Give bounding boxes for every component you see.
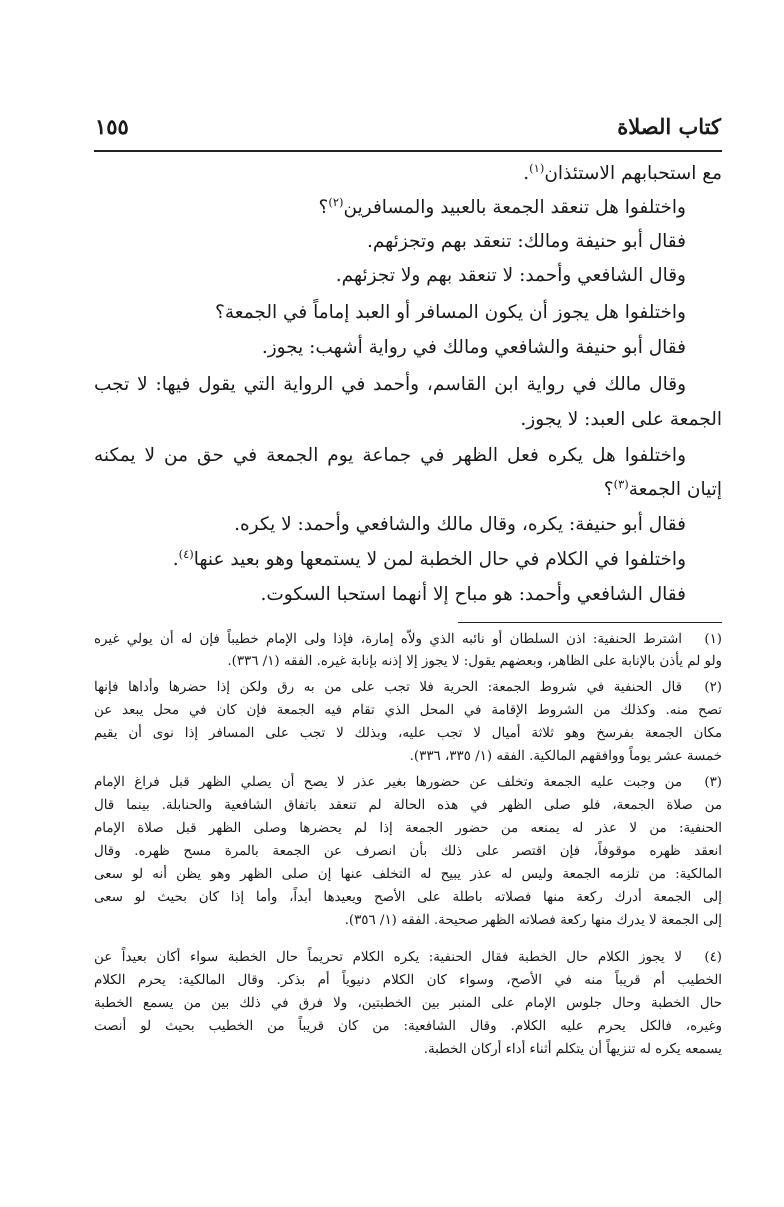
footnote-line: إلى الجمعة لا يدرك منها ركعة فصلاته الظهر صحيحة. الفقه (١/ ٣٥٦). <box>344 913 722 928</box>
footnote-marker: (١) <box>704 632 722 647</box>
footnote-line: ولو لم يأذن بالإنابة على الظاهر، وبعضهم يقول: لا يجوز إلا إذنه بإنابة غيره. الفقه (١/ ٣٣٦). <box>227 654 722 669</box>
body-line-text: واختلفوا في الكلام في حال الخطبة لمن لا يستمعها وهو بعيد عنها <box>193 549 686 570</box>
footnote-line: المالكية: من تلزمه الجمعة وليس له عذر يبيح له التخلف عنها إن صلى الظهر وهو يظن أنه لو سعى <box>94 867 722 882</box>
footnote-line: من صلاة الجمعة، فلو صلى الظهر في هذه الحالة لم تنعقد باتفاق الشافعية والحنابلة. بينما قال <box>94 798 722 813</box>
footnote-line: من وجبت عليه الجمعة وتخلف عن حضورها بغير عذر لا يصح أن يصلي الظهر قبل فراغ الإمام <box>94 775 682 790</box>
body-line <box>94 159 722 189</box>
body-line: فقال الشافعي وأحمد: هو مباح إلا أنهما استحبا السكوت. <box>260 584 686 605</box>
footnote-line: الخطيب أم قريباً منه في الأصح، وسواء كان الكلام دنيوياً أم بذكر. وقال المالكية: يحرم الكلام <box>94 973 722 988</box>
body-line-text: واختلفوا هل تنعقد الجمعة بالعبيد والمسافرين <box>343 197 686 218</box>
body-line-end: . <box>172 549 179 570</box>
footnote-ref[interactable]: (١) <box>529 160 545 175</box>
footnote-line: مكان الجمعة بفرسخ وهو ثلاثة أميال لا تجب عليه، وبذلك لا تجب على المسافر إذا نوى أن يقيم <box>94 726 722 741</box>
body-line: واختلفوا هل يكره فعل الظهر في جماعة يوم الجمعة في حق من لا يمكنه <box>94 445 686 466</box>
header-divider <box>94 150 722 152</box>
body-line: فقال أبو حنيفة ومالك: تنعقد بهم وتجزئهم. <box>366 231 686 252</box>
footnote-marker: (٤) <box>704 950 722 965</box>
body-line <box>94 545 686 575</box>
footnote-line: انعقد ظهره موقوفاً، فإن اقتصر على ذلك بأن انصرف عن الجمعة بالمرة مسح ظهره. وقال <box>94 844 722 859</box>
footnote-line: تصح منه. وكذلك من الشروط الإقامة في المحل الذي تقام فيه الجمعة فإن كان في محل يبعد عن <box>94 703 722 718</box>
footnote-separator <box>458 622 722 623</box>
footnote-line: وغيره، فالكل يحرم عليه الكلام. وقال الشافعية: من كان قريباً من الخطيب بحيث لو أنصت <box>94 1019 722 1034</box>
footnote-line: حال الخطبة وحال جلوس الإمام على المنبر بين الخطبتين، ولا فرق في ذلك بين من يسمع الخطبة <box>94 996 722 1011</box>
body-line: فقال أبو حنيفة والشافعي ومالك في رواية أشهب: يجوز. <box>261 337 686 358</box>
body-line: وقال مالك في رواية ابن القاسم، وأحمد في الرواية التي يقول فيها: لا تجب <box>94 374 686 395</box>
footnote-marker: (٢) <box>704 680 722 695</box>
footnote-ref[interactable]: (٢) <box>328 194 344 209</box>
page-number: ١٥٥ <box>95 114 129 139</box>
body-line-end: . <box>523 163 530 184</box>
footnote-marker: (٣) <box>704 775 722 790</box>
footnote-line: يسمعه يكره له تنزيهاً أن يتكلم أثناء أداء أركان الخطبة. <box>423 1042 722 1057</box>
body-line-end: ؟ <box>603 479 614 500</box>
footnote-line: خمسة عشر يوماً ووافقهم المالكية. الفقه (١/ ٣٣٥، ٣٣٦). <box>409 749 722 764</box>
body-line-text: إتيان الجمعة <box>628 479 722 500</box>
footnote-ref[interactable]: (٤) <box>178 546 194 561</box>
body-line <box>94 475 722 505</box>
footnote-line: الحنفية: من لا عذر له يمنعه من حضور الجمعة إذا لم يحضرها وصلى الظهر قبل صلاة الإمام <box>94 821 722 836</box>
body-line: فقال أبو حنيفة: يكره، وقال مالك والشافعي وأحمد: لا يكره. <box>234 514 686 535</box>
footnote-line: إلى الجمعة أدرك ركعة منها فصلاته باطلة على الأصح ويعيدها أبداً، وأما إذا كان بحيث لو سعى <box>94 890 722 905</box>
footnote-ref[interactable]: (٣) <box>613 476 629 491</box>
footnote-line: لا يجوز الكلام حال الخطبة فقال الحنفية: يكره الكلام تحريماً حال الخطبة سواء أكان بعيداً عن <box>94 950 682 965</box>
running-header-title: كتاب الصلاة <box>617 114 721 139</box>
body-line <box>94 193 686 223</box>
body-line-end: ؟ <box>318 197 329 218</box>
body-line: وقال الشافعي وأحمد: لا تنعقد بهم ولا تجزئهم. <box>335 265 686 286</box>
body-line: الجمعة على العبد: لا يجوز. <box>520 409 722 430</box>
body-line: واختلفوا هل يجوز أن يكون المسافر أو العبد إماماً في الجمعة؟ <box>215 302 686 323</box>
footnote-line: قال الحنفية في شروط الجمعة: الحرية فلا تجب على من به رق ولكن إذا حضرها وأداها فإنها <box>94 680 682 695</box>
footnote-line: اشترط الحنفية: اذن السلطان أو نائبه الذي ولاّه إمارة، فإذا ولى الإمام خطيباً فإن له أن يولي غيره <box>94 632 682 647</box>
body-line-text: مع استحبابهم الاستئذان <box>544 163 722 184</box>
